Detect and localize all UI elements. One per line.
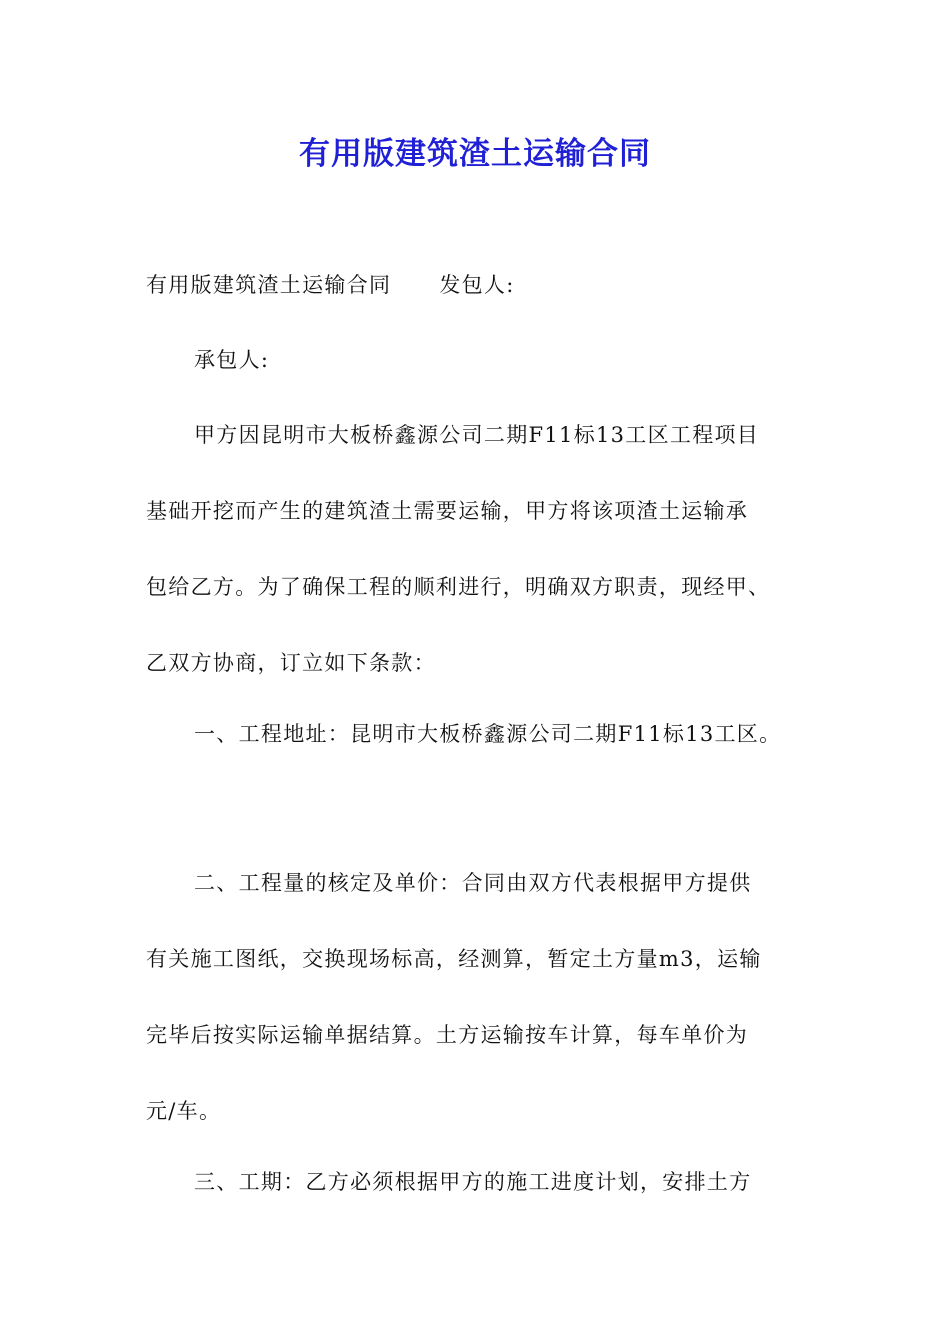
party-a-label: 发包人: bbox=[439, 273, 515, 297]
header-contract-name: 有用版建筑渣土运输合同 bbox=[146, 273, 392, 297]
clause-3-text: 三、工期：乙方必须根据甲方的施工进度计划，安排土方 bbox=[194, 1170, 752, 1194]
clause-3-paragraph bbox=[146, 1169, 816, 1195]
document-title: 有用版建筑渣土运输合同 bbox=[299, 136, 651, 172]
clause-1-paragraph bbox=[146, 721, 816, 747]
intro-line: 包给乙方。为了确保工程的顺利进行，明确双方职责，现经甲、 bbox=[146, 575, 771, 599]
clause-2-line: 完毕后按实际运输单据结算。土方运输按车计算，每车单价为 bbox=[146, 1023, 749, 1047]
clause-2-paragraph bbox=[146, 870, 816, 1124]
clause-2-line: 有关施工图纸，交换现场标高，经测算，暂定土方量m3，运输 bbox=[146, 947, 762, 971]
intro-paragraph bbox=[146, 422, 816, 676]
party-b-label: 承包人: bbox=[194, 348, 270, 372]
intro-line: 乙双方协商，订立如下条款： bbox=[146, 651, 436, 675]
clause-2-line: 元/车。 bbox=[146, 1099, 222, 1123]
intro-line: 甲方因昆明市大板桥鑫源公司二期F11标13工区工程项目 bbox=[194, 423, 760, 447]
clause-2-line: 二、工程量的核定及单价：合同由双方代表根据甲方提供 bbox=[194, 871, 752, 895]
party-b-paragraph bbox=[146, 347, 816, 373]
header-line bbox=[146, 272, 816, 298]
clause-1-text: 一、工程地址：昆明市大板桥鑫源公司二期F11标13工区。 bbox=[194, 722, 782, 746]
intro-line: 基础开挖而产生的建筑渣土需要运输，甲方将该项渣土运输承 bbox=[146, 499, 749, 523]
